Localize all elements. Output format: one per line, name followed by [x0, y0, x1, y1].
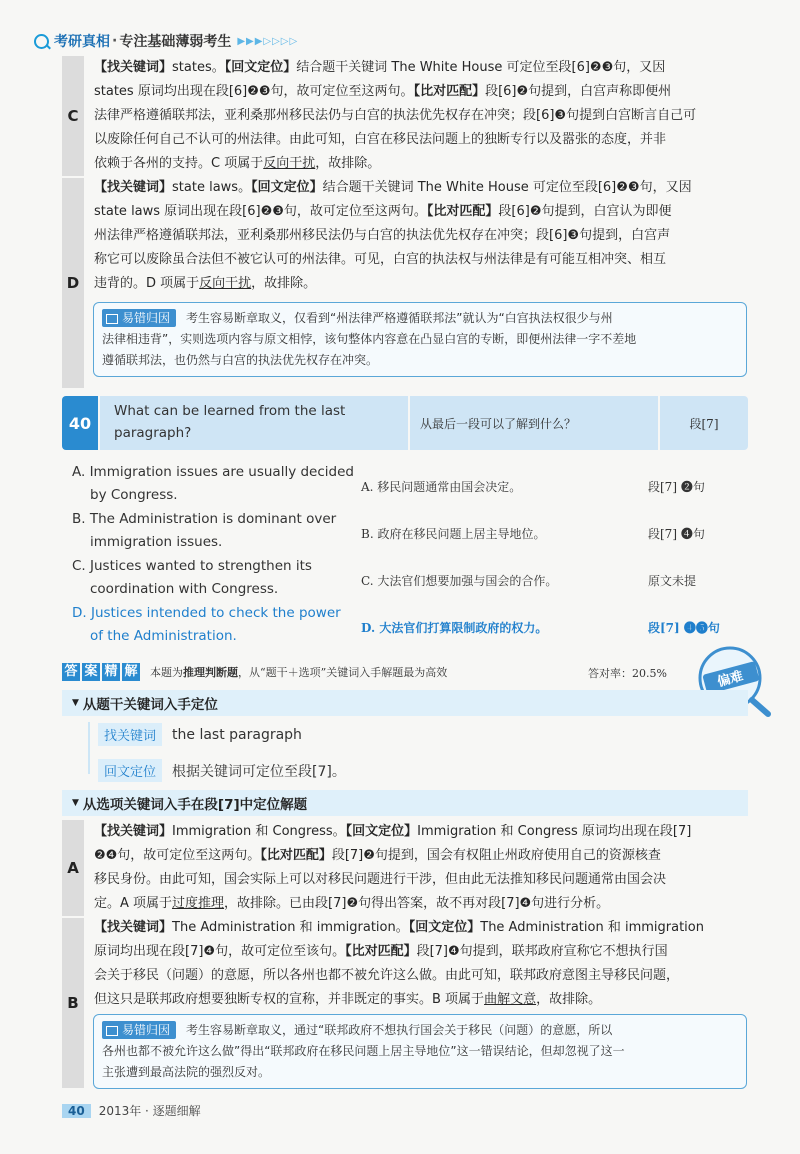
text-line [102, 1020, 738, 1041]
keyword-tag: 【比对匹配】 [345, 944, 417, 959]
question-number: 40 [62, 396, 98, 450]
error-tag-label: 易错归因 [122, 1023, 171, 1037]
text-line [94, 272, 748, 296]
answer-box: 解 [122, 663, 140, 681]
keyword-tag: 【找关键词】 [94, 180, 173, 195]
text-line: What can be learned from the last [114, 403, 346, 419]
text-span: ，故排除。已由段[7]❷句得出答案，故不再对段[7]❹句进行分析。 [224, 896, 610, 911]
page-number: 40 [62, 1104, 91, 1118]
text-line: 以废除任何自己不认可的州法律。由此可知，白宫在移民法问题上的独断专行以及嚣张的态度，并非 [94, 132, 667, 147]
error-tag-icon [106, 314, 118, 324]
step-tag: 回文定位 [98, 759, 162, 782]
text-span: ，故排除。 [536, 992, 602, 1007]
footer-title: 2013年 · 逐题细解 [98, 1104, 201, 1118]
error-attribution-box [93, 1014, 747, 1089]
text-line: 法律相违背”，实则选项内容与原文相悖，该句整体内容意在凸显白宫的专断，即便州法律一字不差地 [102, 332, 637, 346]
distractor-type: 过度推理 [172, 896, 225, 911]
text-line: immigration issues. [90, 534, 223, 550]
text-span: 本题为 [150, 666, 183, 679]
step-connector [88, 722, 90, 774]
error-tag-icon [106, 1026, 118, 1036]
step-find-keyword [98, 723, 302, 746]
question-chinese: 从最后一段可以了解到什么？ [410, 396, 658, 450]
brand-name: 考研真相 [54, 34, 110, 50]
option-a-label: A [62, 820, 84, 916]
page-header [34, 30, 298, 52]
text-span: 段[7]❷句提到，国会有权阻止州政府使用自己的资源核查 [331, 848, 661, 863]
accuracy-rate: 答对率：20.5% [588, 667, 667, 680]
error-tag-label: 易错归因 [122, 311, 171, 325]
text-line [94, 152, 748, 176]
text-span: 考生容易断章取义，通过“联邦政府不想执行国会关于移民（问题）的意愿，所以 [186, 1023, 613, 1037]
text-line: coordination with Congress. [90, 581, 279, 597]
text-span: ，故排除。 [251, 276, 317, 291]
text-span: 结合题干关键词 The White House 可定位至段[6]❷❸句，又因 [322, 180, 692, 195]
text-span: 考生容易断章取义，仅看到“州法律严格遵循联邦法”就认为“白宫执法权很少与州 [186, 311, 613, 325]
text-line: of the Administration. [90, 628, 237, 644]
question-header [62, 396, 748, 450]
page-footer [62, 1102, 201, 1119]
text-line [94, 56, 748, 80]
text-line: A. Immigration issues are usually decided [72, 464, 354, 480]
error-attribution-box [93, 302, 747, 377]
text-span: 违背的。D 项属于 [94, 276, 200, 291]
text-line: B. The Administration is dominant over [72, 511, 337, 527]
answer-box: 答 [62, 663, 80, 681]
text-line [94, 820, 748, 844]
step-tag: 找关键词 [98, 723, 162, 746]
text-line: by Congress. [90, 487, 178, 503]
triangle-down-icon: ▼ [72, 698, 79, 708]
option-c-label: C [62, 56, 84, 176]
distractor-type: 反向干扰 [199, 276, 252, 291]
text-line [94, 844, 748, 868]
error-tag [102, 309, 176, 327]
triangle-down-icon: ▼ [72, 798, 79, 808]
text-span: ，从“题干＋选项”关键词入手解题最为高效 [238, 666, 448, 679]
text-line [94, 916, 748, 940]
text-line [102, 308, 738, 329]
search-logo-icon [34, 34, 49, 49]
text-span: ，故排除。 [315, 156, 381, 171]
text-span: Immigration 和 Congress 原词均出现在段[7] [417, 824, 692, 839]
header-arrows-icon: ▶▶▶▷▷▷▷ [237, 35, 299, 47]
text-line [94, 200, 748, 224]
header-tagline: 专注基础薄弱考生 [119, 34, 232, 50]
text-span: The Administration 和 immigration。 [172, 920, 409, 935]
text-span: The Administration 和 immigration [480, 920, 704, 935]
text-span: 原词均出现在段[7]❹句，故可定位至该句。 [94, 944, 346, 959]
text-span: states。 [172, 60, 225, 75]
section-stem-keyword [62, 690, 748, 716]
option-b-analysis [94, 916, 748, 1012]
keyword-tag: 【回文定位】 [408, 920, 481, 935]
option-c-location: 原文未提 [648, 574, 697, 588]
text-line: 州法律严格遵循联邦法，亚利桑那州移民法仍与白宫的执法优先权存在冲突；段[6]❸句提到，白宫声 [94, 228, 671, 243]
keyword-tag: 【回文定位】 [345, 824, 418, 839]
answer-explanation-bar [62, 662, 662, 682]
keyword-tag: 【比对匹配】 [413, 84, 486, 99]
text-line: paragraph? [114, 425, 192, 441]
option-d-location: 段[7] ❹❺句 [648, 621, 720, 635]
keyword-tag: 【比对匹配】 [260, 848, 332, 863]
text-line [94, 940, 748, 964]
step-text: the last paragraph [172, 726, 302, 743]
keyword-tag: 【回文定位】 [251, 180, 323, 195]
text-span: 段[6]❷句提到，白宫认为即便 [498, 204, 672, 219]
step-text: 根据关键词可定位至段[7]。 [172, 763, 346, 780]
option-d-english [72, 602, 341, 648]
option-d-label: D [62, 178, 84, 388]
question-paragraph: 段[7] [660, 396, 748, 450]
text-line: 各州也都不被允许这么做”得出“联邦政府在移民问题上居主导地位”这一错误结论，但却忽视了这一 [102, 1044, 625, 1058]
text-span: Immigration 和 Congress。 [172, 824, 346, 839]
option-a-analysis [94, 820, 748, 916]
option-a-location: 段[7] ❷句 [648, 480, 705, 494]
answer-box: 精 [102, 663, 120, 681]
option-d-chinese: D. 大法官们打算限制政府的权力。 [361, 621, 548, 635]
section-title: 从题干关键词入手定位 [82, 697, 218, 713]
option-b-location: 段[7] ❹句 [648, 527, 705, 541]
option-b-english [72, 508, 336, 554]
question-english [100, 396, 408, 450]
question-type: 推理判断题 [183, 666, 238, 679]
keyword-tag: 【回文定位】 [224, 60, 297, 75]
text-line: 遵循联邦法，也仍然与白宫的执法优先权存在冲突。 [102, 353, 379, 367]
text-line: 称它可以废除虽合法但不被它认可的州法律。可见，白宫的执法权与州法律是有可能互相冲突、相互 [94, 252, 667, 267]
stamp-label: 偏难 [715, 668, 745, 691]
text-line [94, 80, 748, 104]
text-span: state laws 原词出现在段[6]❷❸句，故可定位至这两句。 [94, 204, 427, 219]
keyword-tag: 【找关键词】 [94, 824, 173, 839]
stamp-handle [752, 700, 768, 714]
header-separator: · [112, 33, 118, 49]
text-span: state laws。 [172, 180, 252, 195]
text-line [94, 988, 748, 1012]
text-line: 主张遭到最高法院的强烈反对。 [102, 1065, 271, 1079]
distractor-type: 反向干扰 [263, 156, 316, 171]
text-span: states 原词均出现在段[6]❷❸句，故可定位至这两句。 [94, 84, 414, 99]
option-d-analysis [94, 176, 748, 296]
option-c-english [72, 555, 312, 601]
distractor-type: 曲解文意 [484, 992, 537, 1007]
text-span: 但这只是联邦政府想要独断专权的宣称，并非既定的事实。B 项属于 [94, 992, 485, 1007]
text-line: C. Justices wanted to strengthen its [72, 558, 312, 574]
answer-note [150, 664, 447, 680]
text-line: 会关于移民（问题）的意愿，所以各州也都不被允许这么做。由此可知，联邦政府意图主导移民问题， [94, 968, 680, 983]
text-span: 依赖于各州的支持。C 项属于 [94, 156, 264, 171]
option-b-chinese: B. 政府在移民问题上居主导地位。 [361, 527, 546, 541]
option-a-chinese: A. 移民问题通常由国会决定。 [361, 480, 522, 494]
section-title: 从选项关键词入手在段[7]中定位解题 [82, 797, 308, 813]
text-span: 段[7]❹句提到，联邦政府宣称它不想执行国 [416, 944, 668, 959]
text-line: 移民身份。由此可知，国会实际上可以对移民问题进行干涉，但由此无法推知移民问题通常由国会决 [94, 872, 667, 887]
section-option-keyword [62, 790, 748, 816]
option-c-analysis [94, 56, 748, 176]
keyword-tag: 【找关键词】 [94, 60, 173, 75]
error-tag [102, 1021, 176, 1039]
text-span: 结合题干关键词 The White House 可定位至段[6]❷❸句，又因 [296, 60, 666, 75]
keyword-tag: 【比对匹配】 [426, 204, 499, 219]
text-span: ❷❹句，故可定位至这两句。 [94, 848, 261, 863]
answer-box: 案 [82, 663, 100, 681]
option-c-chinese: C. 大法官们想要加强与国会的合作。 [361, 574, 558, 588]
option-a-english [72, 461, 354, 507]
step-locate [98, 759, 346, 782]
text-span: 段[6]❷句提到，白宫声称即便州 [485, 84, 672, 99]
text-span: 定。A 项属于 [94, 896, 173, 911]
text-line [94, 176, 748, 200]
text-line [94, 892, 748, 916]
keyword-tag: 【找关键词】 [94, 920, 173, 935]
text-line: D. Justices intended to check the power [72, 605, 341, 621]
text-line: 法律严格遵循联邦法，亚利桑那州移民法仍与白宫的执法优先权存在冲突；段[6]❸句提到白宫断言自己可 [94, 108, 697, 123]
option-b-label: B [62, 918, 84, 1088]
